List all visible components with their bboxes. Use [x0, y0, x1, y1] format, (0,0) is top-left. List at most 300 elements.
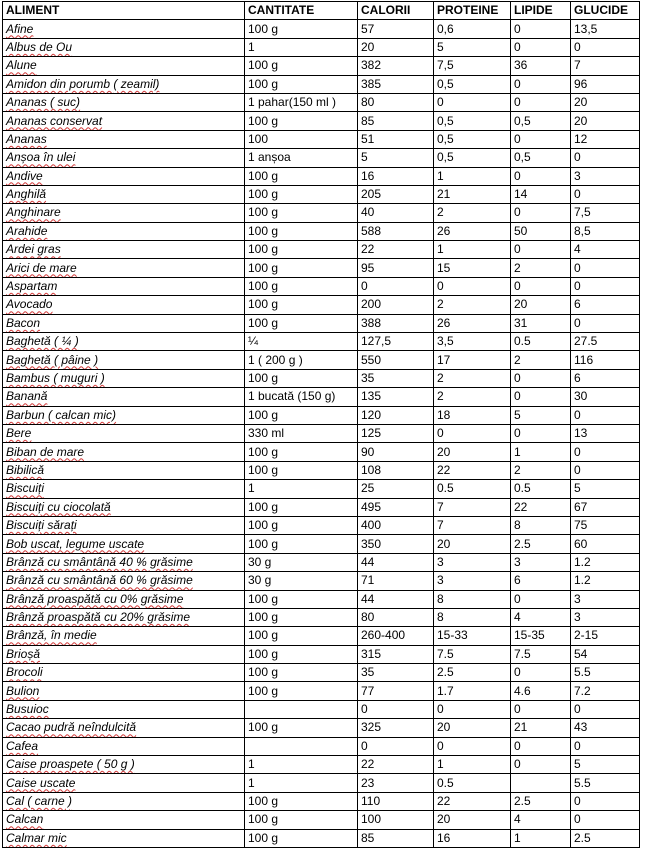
cell-lipide: 2: [511, 351, 571, 369]
cell-aliment: Biscuiți sărați: [3, 516, 245, 534]
table-row: [3, 829, 640, 847]
cell-lipide: 0: [511, 130, 571, 148]
header-calorii: CALORII: [358, 2, 434, 20]
cell-aliment: Baghetă ( pâine ): [3, 351, 245, 369]
cell-glucide: 27.5: [571, 333, 640, 351]
cell-cantitate: 30 g: [245, 572, 358, 590]
cell-calorii: 85: [358, 829, 434, 847]
cell-lipide: 0: [511, 756, 571, 774]
cell-aliment: Ananas ( suc): [3, 93, 245, 111]
cell-aliment: Biscuiți cu ciocolată: [3, 498, 245, 516]
cell-proteine: 0: [434, 93, 511, 111]
cell-aliment: Arici de mare: [3, 259, 245, 277]
cell-proteine: 15-33: [434, 627, 511, 645]
cell-glucide: 1.2: [571, 553, 640, 571]
cell-glucide: 0: [571, 149, 640, 167]
cell-lipide: 0: [511, 590, 571, 608]
table-row: [3, 241, 640, 259]
cell-cantitate: [245, 700, 358, 718]
cell-aliment: Ananas conservat: [3, 112, 245, 130]
cell-aliment: Ananas: [3, 130, 245, 148]
cell-calorii: 388: [358, 314, 434, 332]
cell-cantitate: 100 g: [245, 406, 358, 424]
cell-calorii: 127,5: [358, 333, 434, 351]
cell-cantitate: 100 g: [245, 443, 358, 461]
cell-proteine: 22: [434, 461, 511, 479]
table-row: [3, 811, 640, 829]
cell-calorii: 125: [358, 424, 434, 442]
table-row: [3, 792, 640, 810]
cell-cantitate: 100: [245, 130, 358, 148]
table-row: [3, 645, 640, 663]
header-proteine: PROTEINE: [434, 2, 511, 20]
cell-cantitate: 100 g: [245, 461, 358, 479]
table-row: [3, 369, 640, 387]
cell-lipide: 31: [511, 314, 571, 332]
cell-aliment: Aspartam: [3, 277, 245, 295]
table-row: [3, 516, 640, 534]
cell-calorii: 22: [358, 241, 434, 259]
cell-cantitate: 1: [245, 774, 358, 792]
cell-lipide: 5: [511, 406, 571, 424]
cell-cantitate: 100 g: [245, 792, 358, 810]
cell-calorii: 25: [358, 480, 434, 498]
cell-proteine: 2: [434, 388, 511, 406]
cell-proteine: 0,5: [434, 75, 511, 93]
cell-lipide: 50: [511, 222, 571, 240]
cell-calorii: 80: [358, 608, 434, 626]
cell-lipide: 0: [511, 241, 571, 259]
cell-calorii: 100: [358, 811, 434, 829]
cell-proteine: 1.7: [434, 682, 511, 700]
cell-aliment: Biban de mare: [3, 443, 245, 461]
cell-proteine: 2: [434, 204, 511, 222]
cell-lipide: 1: [511, 443, 571, 461]
cell-glucide: 20: [571, 112, 640, 130]
cell-aliment: Barbun ( calcan mic): [3, 406, 245, 424]
table-row: [3, 93, 640, 111]
cell-lipide: 2: [511, 259, 571, 277]
cell-proteine: 0.5: [434, 774, 511, 792]
cell-calorii: 350: [358, 535, 434, 553]
table-row: [3, 608, 640, 626]
table-row: [3, 700, 640, 718]
cell-calorii: 400: [358, 516, 434, 534]
cell-cantitate: 100 g: [245, 719, 358, 737]
cell-lipide: 1: [511, 829, 571, 847]
cell-cantitate: ¼: [245, 333, 358, 351]
cell-lipide: 2: [511, 461, 571, 479]
cell-glucide: 0: [571, 185, 640, 203]
cell-calorii: 85: [358, 112, 434, 130]
cell-proteine: 7: [434, 498, 511, 516]
cell-aliment: Cafea: [3, 737, 245, 755]
cell-lipide: 0: [511, 277, 571, 295]
cell-calorii: 5: [358, 149, 434, 167]
table-row: [3, 277, 640, 295]
table-row: [3, 627, 640, 645]
cell-aliment: Andive: [3, 167, 245, 185]
cell-glucide: 0: [571, 792, 640, 810]
cell-proteine: 2: [434, 369, 511, 387]
cell-cantitate: 100 g: [245, 277, 358, 295]
cell-calorii: 22: [358, 756, 434, 774]
table-row: [3, 351, 640, 369]
cell-calorii: 90: [358, 443, 434, 461]
cell-calorii: 382: [358, 57, 434, 75]
cell-proteine: 26: [434, 314, 511, 332]
cell-cantitate: 100 g: [245, 608, 358, 626]
cell-proteine: 0.5: [434, 480, 511, 498]
cell-cantitate: 100 g: [245, 498, 358, 516]
cell-lipide: 15-35: [511, 627, 571, 645]
cell-lipide: [511, 774, 571, 792]
cell-cantitate: 1 bucată (150 g): [245, 388, 358, 406]
cell-lipide: 7.5: [511, 645, 571, 663]
cell-cantitate: 100 g: [245, 516, 358, 534]
cell-proteine: 0: [434, 277, 511, 295]
cell-proteine: 0: [434, 737, 511, 755]
cell-glucide: 1.2: [571, 572, 640, 590]
cell-lipide: 0.5: [511, 333, 571, 351]
cell-lipide: 0: [511, 664, 571, 682]
cell-lipide: 4: [511, 811, 571, 829]
cell-aliment: Bob uscat, legume uscate: [3, 535, 245, 553]
cell-proteine: 0,5: [434, 112, 511, 130]
cell-calorii: 71: [358, 572, 434, 590]
table-row: [3, 424, 640, 442]
cell-lipide: 0: [511, 388, 571, 406]
cell-glucide: 13,5: [571, 20, 640, 38]
cell-glucide: 8,5: [571, 222, 640, 240]
cell-calorii: 16: [358, 167, 434, 185]
cell-proteine: 15: [434, 259, 511, 277]
table-row: [3, 719, 640, 737]
cell-calorii: 40: [358, 204, 434, 222]
cell-aliment: Busuioc: [3, 700, 245, 718]
cell-cantitate: 100 g: [245, 57, 358, 75]
cell-lipide: 21: [511, 719, 571, 737]
cell-glucide: 67: [571, 498, 640, 516]
cell-glucide: 13: [571, 424, 640, 442]
cell-proteine: 0: [434, 424, 511, 442]
cell-cantitate: 100 g: [245, 645, 358, 663]
cell-glucide: 0: [571, 314, 640, 332]
header-cantitate: CANTITATE: [245, 2, 358, 20]
cell-proteine: 20: [434, 811, 511, 829]
cell-calorii: 44: [358, 590, 434, 608]
table-row: [3, 388, 640, 406]
cell-glucide: 7.2: [571, 682, 640, 700]
cell-aliment: Anșoa în ulei: [3, 149, 245, 167]
cell-cantitate: 100 g: [245, 590, 358, 608]
cell-lipide: 8: [511, 516, 571, 534]
cell-proteine: 2: [434, 296, 511, 314]
cell-proteine: 5: [434, 38, 511, 56]
table-row: [3, 756, 640, 774]
cell-aliment: Caise uscate: [3, 774, 245, 792]
cell-proteine: 1: [434, 241, 511, 259]
cell-lipide: 0: [511, 38, 571, 56]
cell-cantitate: 1 anșoa: [245, 149, 358, 167]
table-row: [3, 38, 640, 56]
cell-calorii: 23: [358, 774, 434, 792]
cell-glucide: 0: [571, 811, 640, 829]
cell-glucide: 3: [571, 167, 640, 185]
cell-aliment: Baghetă ( ¼ ): [3, 333, 245, 351]
cell-aliment: Banană: [3, 388, 245, 406]
cell-lipide: 36: [511, 57, 571, 75]
cell-cantitate: 100 g: [245, 259, 358, 277]
cell-lipide: 2.5: [511, 792, 571, 810]
cell-aliment: Afine: [3, 20, 245, 38]
cell-glucide: 0: [571, 737, 640, 755]
cell-glucide: 12: [571, 130, 640, 148]
cell-aliment: Biscuiți: [3, 480, 245, 498]
cell-cantitate: 100 g: [245, 682, 358, 700]
cell-cantitate: 100 g: [245, 535, 358, 553]
table-row: [3, 296, 640, 314]
cell-calorii: 51: [358, 130, 434, 148]
cell-proteine: 3: [434, 572, 511, 590]
cell-cantitate: 100 g: [245, 369, 358, 387]
cell-proteine: 8: [434, 590, 511, 608]
cell-lipide: 2.5: [511, 535, 571, 553]
cell-aliment: Arahide: [3, 222, 245, 240]
cell-glucide: 0: [571, 443, 640, 461]
cell-lipide: 4.6: [511, 682, 571, 700]
cell-cantitate: 100 g: [245, 627, 358, 645]
table-row: [3, 57, 640, 75]
cell-calorii: 35: [358, 664, 434, 682]
cell-glucide: 116: [571, 351, 640, 369]
table-row: [3, 112, 640, 130]
cell-glucide: 5: [571, 756, 640, 774]
table-row: [3, 406, 640, 424]
table-row: [3, 130, 640, 148]
cell-proteine: 3: [434, 553, 511, 571]
cell-calorii: 205: [358, 185, 434, 203]
cell-lipide: 3: [511, 553, 571, 571]
table-row: [3, 259, 640, 277]
cell-cantitate: 330 ml: [245, 424, 358, 442]
cell-cantitate: [245, 737, 358, 755]
cell-aliment: Bambus ( muguri ): [3, 369, 245, 387]
cell-glucide: 3: [571, 608, 640, 626]
cell-proteine: 1: [434, 167, 511, 185]
cell-glucide: 0: [571, 277, 640, 295]
table-row: [3, 664, 640, 682]
cell-lipide: 20: [511, 296, 571, 314]
cell-cantitate: 1: [245, 480, 358, 498]
cell-lipide: 6: [511, 572, 571, 590]
cell-cantitate: 100 g: [245, 185, 358, 203]
cell-lipide: 0: [511, 424, 571, 442]
cell-lipide: 0,5: [511, 112, 571, 130]
cell-glucide: 20: [571, 93, 640, 111]
cell-glucide: 2-15: [571, 627, 640, 645]
table-row: [3, 333, 640, 351]
cell-aliment: Albus de Ou: [3, 38, 245, 56]
table-row: [3, 75, 640, 93]
cell-aliment: Amidon din porumb ( zeamil): [3, 75, 245, 93]
cell-calorii: 135: [358, 388, 434, 406]
table-row: [3, 185, 640, 203]
cell-glucide: 5.5: [571, 664, 640, 682]
cell-lipide: 0: [511, 167, 571, 185]
cell-aliment: Bibilică: [3, 461, 245, 479]
cell-cantitate: 1 pahar(150 ml ): [245, 93, 358, 111]
cell-lipide: 22: [511, 498, 571, 516]
cell-lipide: 0: [511, 20, 571, 38]
cell-aliment: Brioșă: [3, 645, 245, 663]
cell-glucide: 30: [571, 388, 640, 406]
cell-cantitate: 100 g: [245, 20, 358, 38]
table-row: [3, 590, 640, 608]
cell-glucide: 60: [571, 535, 640, 553]
cell-proteine: 1: [434, 756, 511, 774]
cell-calorii: 80: [358, 93, 434, 111]
cell-glucide: 0: [571, 461, 640, 479]
cell-lipide: 14: [511, 185, 571, 203]
cell-calorii: 108: [358, 461, 434, 479]
cell-aliment: Brânză cu smântână 40 % grăsime: [3, 553, 245, 571]
header-lipide: LIPIDE: [511, 2, 571, 20]
cell-aliment: Brânză proaspătă cu 20% grăsime: [3, 608, 245, 626]
cell-cantitate: 100 g: [245, 112, 358, 130]
cell-lipide: 0: [511, 369, 571, 387]
table-row: [3, 167, 640, 185]
cell-proteine: 7: [434, 516, 511, 534]
cell-aliment: Cacao pudră neîndulcită: [3, 719, 245, 737]
cell-calorii: 0: [358, 737, 434, 755]
cell-glucide: 5: [571, 480, 640, 498]
table-row: [3, 535, 640, 553]
cell-proteine: 8: [434, 608, 511, 626]
cell-cantitate: 100 g: [245, 222, 358, 240]
cell-aliment: Cal ( carne ): [3, 792, 245, 810]
cell-lipide: 0,5: [511, 149, 571, 167]
table-row: [3, 204, 640, 222]
cell-glucide: 7,5: [571, 204, 640, 222]
cell-aliment: Bulion: [3, 682, 245, 700]
cell-glucide: 7: [571, 57, 640, 75]
cell-calorii: 35: [358, 369, 434, 387]
cell-calorii: 325: [358, 719, 434, 737]
cell-calorii: 110: [358, 792, 434, 810]
cell-lipide: 0.5: [511, 480, 571, 498]
cell-aliment: Calmar mic: [3, 829, 245, 847]
table-row: [3, 774, 640, 792]
cell-calorii: 385: [358, 75, 434, 93]
cell-calorii: 260-400: [358, 627, 434, 645]
cell-aliment: Anghilă: [3, 185, 245, 203]
cell-aliment: Calcan: [3, 811, 245, 829]
table-row: [3, 498, 640, 516]
cell-proteine: 0,5: [434, 149, 511, 167]
cell-aliment: Bacon: [3, 314, 245, 332]
table-row: [3, 737, 640, 755]
cell-glucide: 0: [571, 259, 640, 277]
cell-lipide: 4: [511, 608, 571, 626]
cell-calorii: 0: [358, 277, 434, 295]
cell-cantitate: 1: [245, 38, 358, 56]
cell-proteine: 2.5: [434, 664, 511, 682]
table-row: [3, 682, 640, 700]
cell-calorii: 200: [358, 296, 434, 314]
cell-proteine: 21: [434, 185, 511, 203]
cell-aliment: Ardei gras: [3, 241, 245, 259]
cell-calorii: 588: [358, 222, 434, 240]
table-row: [3, 149, 640, 167]
cell-glucide: 0: [571, 700, 640, 718]
cell-cantitate: 100 g: [245, 296, 358, 314]
cell-calorii: 315: [358, 645, 434, 663]
cell-calorii: 44: [358, 553, 434, 571]
cell-glucide: 96: [571, 75, 640, 93]
table-row: [3, 553, 640, 571]
cell-proteine: 0: [434, 700, 511, 718]
cell-glucide: 54: [571, 645, 640, 663]
cell-calorii: 57: [358, 20, 434, 38]
cell-lipide: 0: [511, 204, 571, 222]
cell-aliment: Brânză cu smântână 60 % grăsime: [3, 572, 245, 590]
cell-proteine: 0,5: [434, 130, 511, 148]
cell-proteine: 26: [434, 222, 511, 240]
cell-aliment: Brânză proaspătă cu 0% grăsime: [3, 590, 245, 608]
cell-calorii: 20: [358, 38, 434, 56]
cell-proteine: 20: [434, 719, 511, 737]
cell-proteine: 20: [434, 535, 511, 553]
cell-glucide: 5.5: [571, 774, 640, 792]
table-row: [3, 443, 640, 461]
cell-glucide: 4: [571, 241, 640, 259]
cell-calorii: 550: [358, 351, 434, 369]
cell-calorii: 0: [358, 700, 434, 718]
cell-calorii: 120: [358, 406, 434, 424]
cell-proteine: 3,5: [434, 333, 511, 351]
cell-cantitate: 100 g: [245, 314, 358, 332]
cell-cantitate: 100 g: [245, 811, 358, 829]
cell-aliment: Brânză, în medie: [3, 627, 245, 645]
cell-proteine: 0,6: [434, 20, 511, 38]
cell-lipide: 0: [511, 737, 571, 755]
cell-cantitate: 100 g: [245, 204, 358, 222]
cell-aliment: Brocoli: [3, 664, 245, 682]
cell-cantitate: 100 g: [245, 829, 358, 847]
table-row: [3, 572, 640, 590]
cell-proteine: 7.5: [434, 645, 511, 663]
table-row: [3, 461, 640, 479]
cell-calorii: 495: [358, 498, 434, 516]
cell-proteine: 20: [434, 443, 511, 461]
cell-glucide: 3: [571, 590, 640, 608]
cell-cantitate: 100 g: [245, 75, 358, 93]
header-glucide: GLUCIDE: [571, 2, 640, 20]
cell-glucide: 0: [571, 406, 640, 424]
cell-glucide: 43: [571, 719, 640, 737]
table-body: [3, 20, 640, 848]
cell-proteine: 18: [434, 406, 511, 424]
cell-proteine: 17: [434, 351, 511, 369]
cell-cantitate: 1: [245, 756, 358, 774]
cell-aliment: Bere: [3, 424, 245, 442]
cell-glucide: 6: [571, 296, 640, 314]
cell-cantitate: 100 g: [245, 167, 358, 185]
cell-glucide: 0: [571, 38, 640, 56]
table-header-row: [3, 2, 640, 20]
table-row: [3, 20, 640, 38]
